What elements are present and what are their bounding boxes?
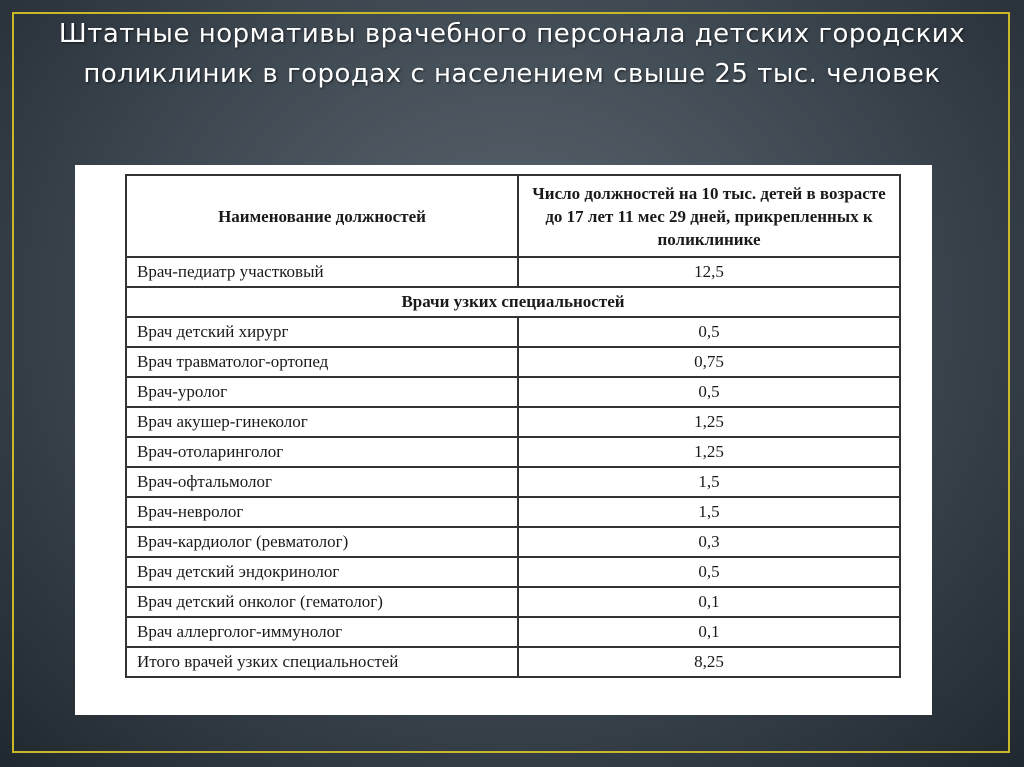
position-name: Врач аллерголог-иммунолог xyxy=(126,617,518,647)
table-row xyxy=(126,257,900,287)
position-name: Врач детский онколог (гематолог) xyxy=(126,587,518,617)
position-count: 0,5 xyxy=(518,557,900,587)
table-row xyxy=(126,497,900,527)
position-name: Врач травматолог-ортопед xyxy=(126,347,518,377)
table-row xyxy=(126,617,900,647)
position-count: 0,75 xyxy=(518,347,900,377)
position-name: Врач-кардиолог (ревматолог) xyxy=(126,527,518,557)
table-row xyxy=(126,407,900,437)
position-count: 0,1 xyxy=(518,587,900,617)
slide-title: Штатные нормативы врачебного персонала детских городских поликлиник в городах с населением свыше 25 тыс. человек xyxy=(58,19,966,89)
section-title: Врачи узких специальностей xyxy=(126,287,900,317)
table-header-row xyxy=(126,175,900,257)
position-name: Врач детский эндокринолог xyxy=(126,557,518,587)
position-name: Врач-отоларинголог xyxy=(126,437,518,467)
header-position-count: Число должностей на 10 тыс. детей в возрасте до 17 лет 11 мес 29 дней, прикрепленных к поликлинике xyxy=(518,175,900,257)
table-row xyxy=(126,587,900,617)
position-count: 1,25 xyxy=(518,437,900,467)
position-name: Врач-педиатр участковый xyxy=(126,257,518,287)
table-row xyxy=(126,557,900,587)
position-count: 12,5 xyxy=(518,257,900,287)
section-row xyxy=(126,287,900,317)
position-name: Врач акушер-гинеколог xyxy=(126,407,518,437)
position-name: Врач-невролог xyxy=(126,497,518,527)
staffing-norms-table xyxy=(125,174,901,678)
position-count: 0,5 xyxy=(518,377,900,407)
position-count: 0,5 xyxy=(518,317,900,347)
table-row-total xyxy=(126,647,900,677)
position-name: Врач детский хирург xyxy=(126,317,518,347)
total-label: Итого врачей узких специальностей xyxy=(126,647,518,677)
table-row xyxy=(126,467,900,497)
position-name: Врач-уролог xyxy=(126,377,518,407)
table-row xyxy=(126,317,900,347)
header-position-name: Наименование должностей xyxy=(126,175,518,257)
position-name: Врач-офтальмолог xyxy=(126,467,518,497)
position-count: 1,5 xyxy=(518,497,900,527)
position-count: 0,3 xyxy=(518,527,900,557)
position-count: 1,25 xyxy=(518,407,900,437)
table-row xyxy=(126,347,900,377)
table-row xyxy=(126,527,900,557)
position-count: 0,1 xyxy=(518,617,900,647)
table-row xyxy=(126,377,900,407)
table-image-area xyxy=(75,165,932,715)
position-count: 1,5 xyxy=(518,467,900,497)
total-value: 8,25 xyxy=(518,647,900,677)
table-row xyxy=(126,437,900,467)
